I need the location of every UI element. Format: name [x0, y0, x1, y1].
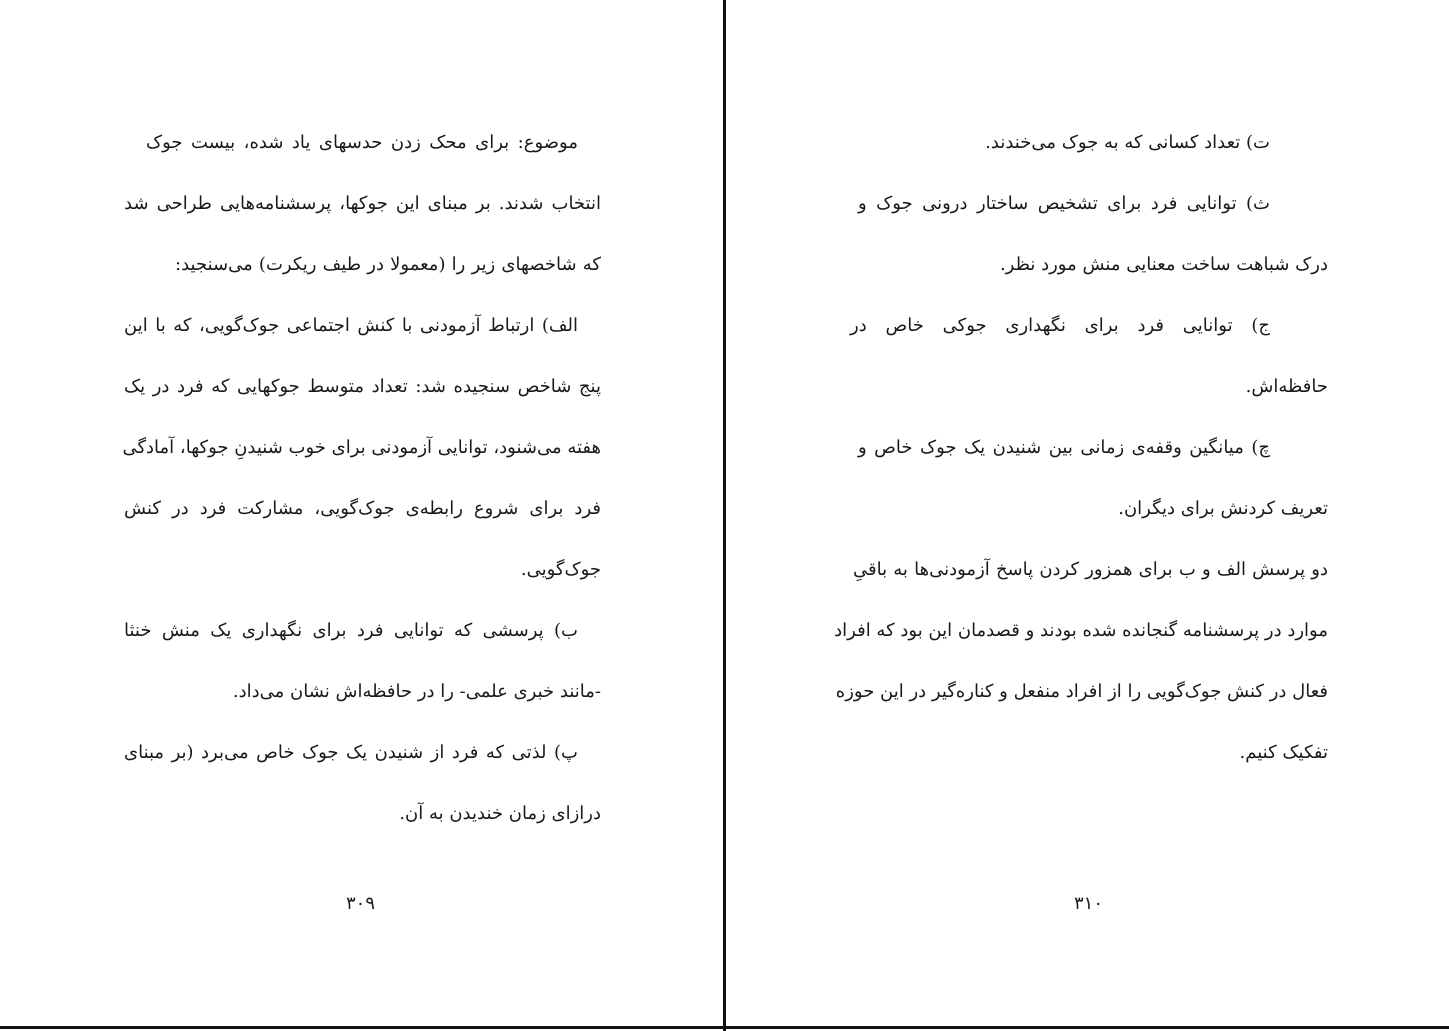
page-number: ۳۱۰	[1074, 893, 1104, 914]
text-line: ج) توانایی فرد برای نگهداری جوکی خاص در	[850, 315, 1270, 336]
text-line: که شاخصهای زیر را (معمولا در طیف ریکرت) می‌سنجید:	[175, 254, 601, 275]
text-line: -مانند خبری علمی- را در حافظه‌اش نشان می‌داد.	[232, 681, 601, 702]
text-line: انتخاب شدند. بر مبنای این جوکها، پرسشنامه‌هایی طراحی شد	[124, 193, 601, 214]
text-line: فرد برای شروع رابطه‌ی جوک‌گویی، مشارکت فرد در کنش	[124, 498, 601, 519]
bottom-rule	[0, 1026, 1449, 1029]
text-line: دو پرسش الف و ب برای همزور کردن پاسخ آزمودنی‌ها به باقیِ	[853, 559, 1328, 580]
text-line: موضوع: برای محک زدن حدسهای یاد شده، بیست جوک	[146, 132, 578, 153]
text-line: هفته می‌شنود، توانایی آزمودنی برای خوب شنیدنِ جوکها، آمادگی	[122, 437, 601, 458]
text-line: پنج شاخص سنجیده شد: تعداد متوسط جوکهایی که فرد در یک	[124, 376, 601, 397]
text-line: فعال در کنش جوک‌گویی را از افراد منفعل و کناره‌گیر در این حوزه	[835, 681, 1328, 702]
page-number: ۳۰۹	[346, 893, 376, 914]
text-line: تعریف کردنش برای دیگران.	[1118, 498, 1328, 519]
right-page	[726, 0, 1449, 1026]
text-line: درازای زمان خندیدن به آن.	[399, 803, 601, 824]
text-line: ت) تعداد کسانی که به جوک می‌خندند.	[985, 132, 1270, 153]
text-line: ب) پرسشی که توانایی فرد برای نگهداری یک منش خنثا	[124, 620, 578, 641]
text-line: چ) میانگین وقفه‌ی زمانی بین شنیدن یک جوک خاص و	[858, 437, 1270, 458]
text-line: تفکیک کنیم.	[1239, 742, 1328, 763]
text-line: جوک‌گویی.	[520, 559, 601, 580]
text-line: الف) ارتباط آزمودنی با کنش اجتماعی جوک‌گویی، که با این	[124, 315, 578, 336]
text-line: درک شباهت ساخت معنایی منش مورد نظر.	[999, 254, 1328, 275]
text-line: پ) لذتی که فرد از شنیدن یک جوک خاص می‌برد (بر مبنای	[124, 742, 578, 763]
left-page	[0, 0, 723, 1026]
text-line: ث) توانایی فرد برای تشخیص ساختار درونی جوک و	[858, 193, 1270, 214]
text-line: موارد در پرسشنامه گنجانده شده بودند و قصدمان این بود که افراد	[834, 620, 1328, 641]
text-line: حافظه‌اش.	[1245, 376, 1328, 397]
